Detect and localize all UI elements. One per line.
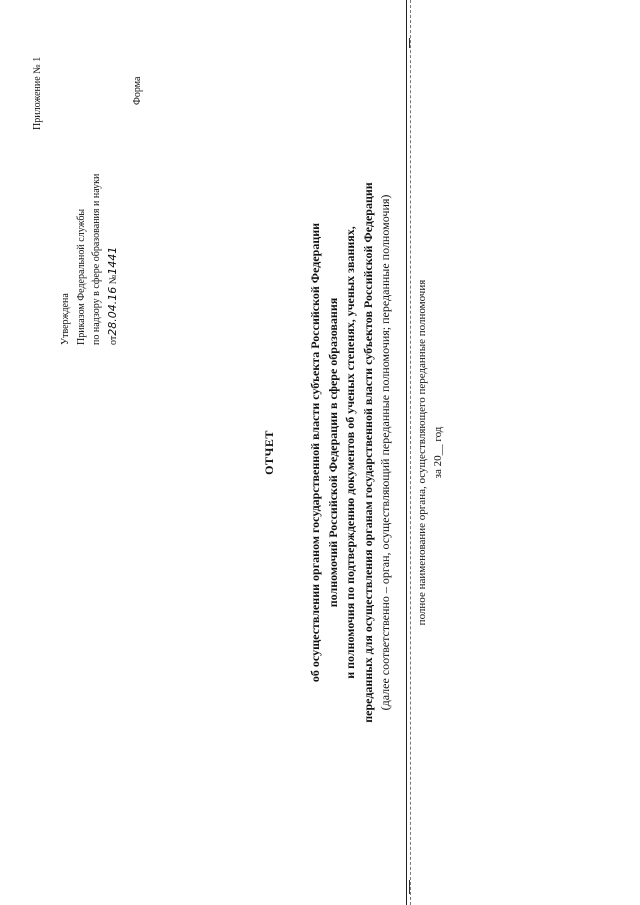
approval-line-order: Приказом Федеральной службы	[75, 208, 87, 345]
approval-line-approved: Утверждена	[60, 293, 71, 345]
subtitle-line-4: переданных для осуществления органам государственной власти субъектов Российской Федерации	[360, 182, 375, 723]
report-title: ОТЧЕТ	[262, 430, 276, 475]
subtitle-line-5: (далее соответственно – орган, осуществляющий переданные полномочия; переданные полномочия)	[378, 194, 393, 711]
subtitle-line-3: и полномочия по подтверждению документов об ученых степенях, ученых званиях,	[343, 226, 358, 679]
appendix-number: Приложение № 1	[32, 56, 43, 130]
report-subtitle	[307, 0, 395, 905]
scan-mark-top	[409, 38, 410, 48]
handwritten-number: 1441	[105, 246, 119, 275]
organization-fill-line-shadow	[410, 0, 411, 905]
organization-caption: полное наименование органа, осуществляющего переданные полномочия	[416, 279, 428, 626]
approval-line-date	[105, 174, 122, 345]
subtitle-line-1: об осуществлении органом государственной власти субъекта Российской Федерации	[308, 222, 322, 683]
organization-fill-line	[406, 0, 407, 905]
form-label: Форма	[132, 76, 143, 105]
date-prefix: от	[107, 335, 119, 345]
number-prefix: №	[107, 274, 119, 285]
scan-mark-bottom	[409, 880, 410, 894]
subtitle-line-2: полномочий Российской Федерации в сфере образования	[325, 297, 340, 608]
approval-line-service: по надзору в сфере образования и науки	[91, 173, 102, 345]
handwritten-date: 28.04.16	[105, 286, 119, 336]
report-period: за 20__ год	[432, 426, 444, 479]
approval-block	[58, 174, 121, 345]
